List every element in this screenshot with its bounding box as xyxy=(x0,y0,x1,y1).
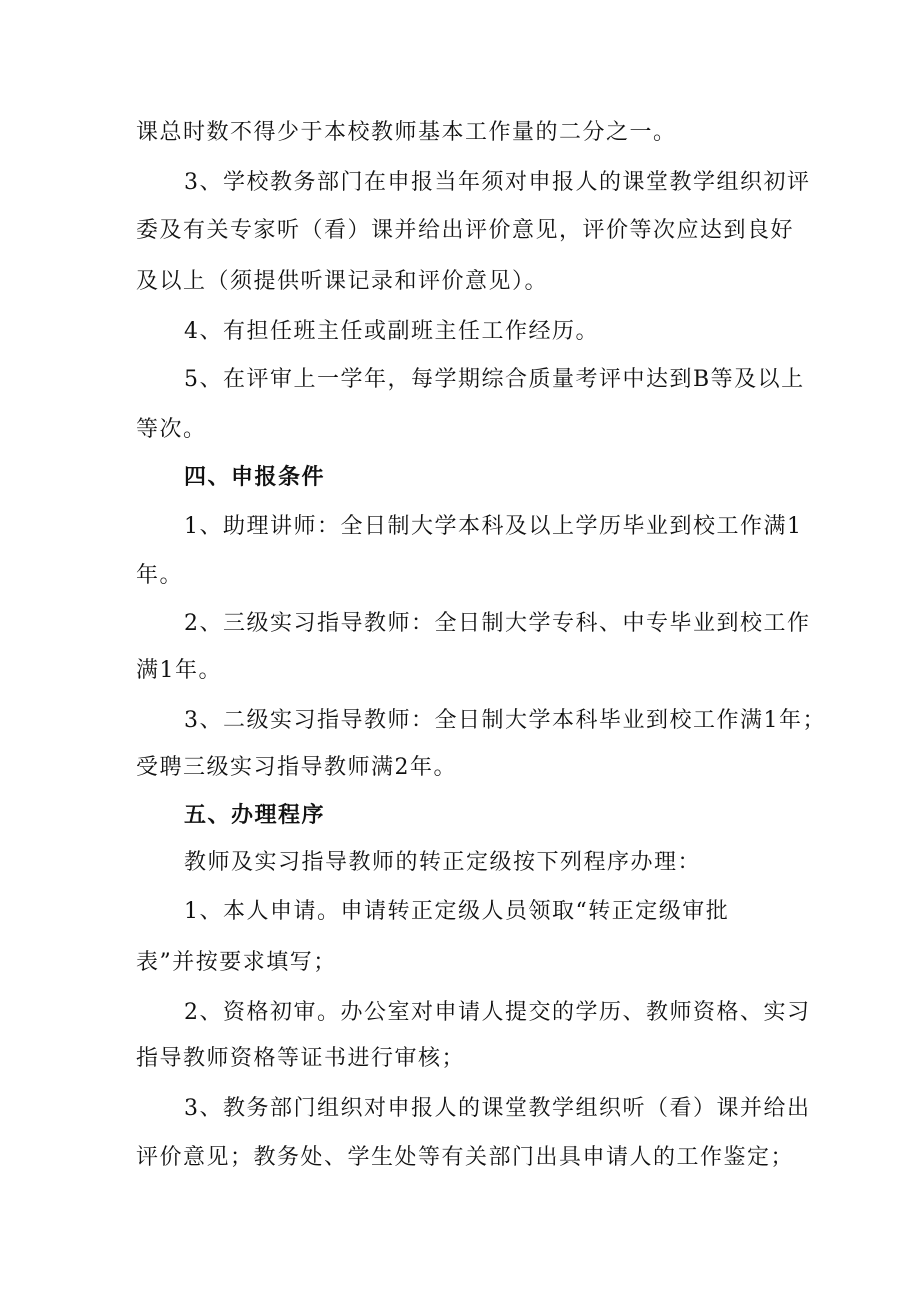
section-heading-procedure: 五、办理程序 xyxy=(184,803,326,828)
text-line: 等次。 xyxy=(136,417,207,442)
text-line: 指导教师资格等证书进行审核； xyxy=(136,1046,466,1071)
text-line: 4、有担任班主任或副班主任工作经历。 xyxy=(184,319,599,344)
section-heading-application-conditions: 四、申报条件 xyxy=(184,465,326,490)
text-line: 5、在评审上一学年，每学期综合质量考评中达到B等及以上 xyxy=(184,367,805,392)
text-line: 2、三级实习指导教师：全日制大学专科、中专毕业到校工作 xyxy=(184,611,811,636)
text-line: 满1年。 xyxy=(136,658,222,683)
text-line: 教师及实习指导教师的转正定级按下列程序办理： xyxy=(184,850,702,875)
text-line: 及以上（须提供听课记录和评价意见）。 xyxy=(136,269,549,294)
text-line: 表”并按要求填写； xyxy=(136,950,337,975)
text-line: 2、资格初审。办公室对申请人提交的学历、教师资格、实习 xyxy=(184,1000,811,1025)
text-line: 年。 xyxy=(136,563,184,588)
text-line: 1、本人申请。申请转正定级人员领取“转正定级审批 xyxy=(184,899,730,924)
text-line: 3、学校教务部门在申报当年须对申报人的课堂教学组织初评 xyxy=(184,170,811,195)
text-line: 3、二级实习指导教师：全日制大学本科毕业到校工作满1年； xyxy=(184,708,826,733)
text-line: 3、教务部门组织对申报人的课堂教学组织听（看）课并给出 xyxy=(184,1096,811,1121)
text-line: 委及有关专家听（看）课并给出评价意见，评价等次应达到良好 xyxy=(136,218,795,243)
text-line: 课总时数不得少于本校教师基本工作量的二分之一。 xyxy=(136,120,677,145)
text-line: 1、助理讲师：全日制大学本科及以上学历毕业到校工作满1 xyxy=(184,514,803,539)
text-line: 受聘三级实习指导教师满2年。 xyxy=(136,755,457,780)
text-line: 评价意见；教务处、学生处等有关部门出具申请人的工作鉴定； xyxy=(136,1145,795,1170)
